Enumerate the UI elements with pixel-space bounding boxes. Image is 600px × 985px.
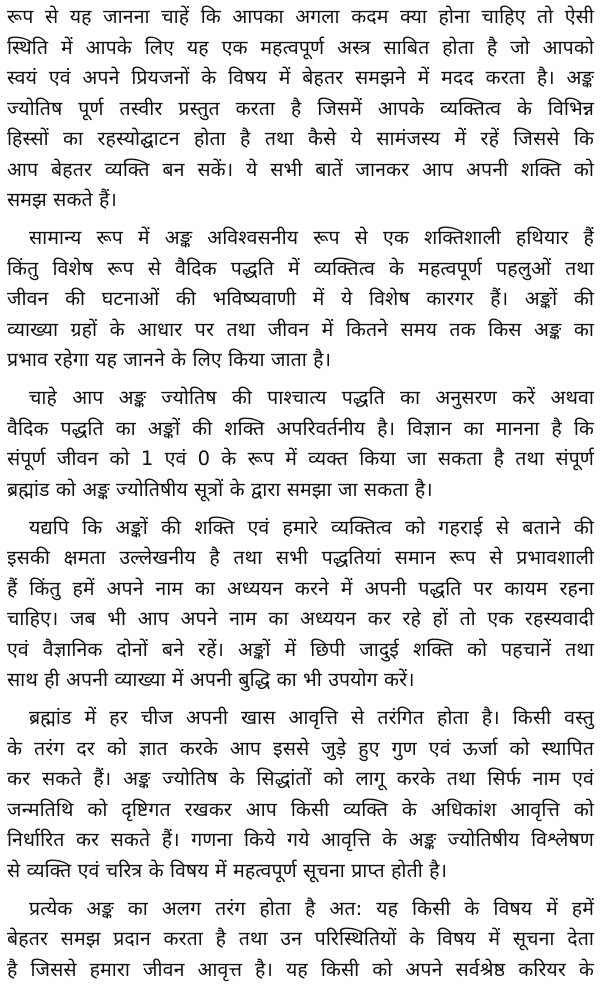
text-line: इसकी क्षमता उल्लेखनीय है तथा सभी पद्धतियां समान रूप से प्रभावशाली xyxy=(7,543,594,574)
text-line: साथ ही अपनी व्याख्या में अपनी बुद्धि का भी उपयोग करें। xyxy=(7,665,594,696)
paragraph-2 xyxy=(7,223,594,376)
paragraph-5 xyxy=(7,703,594,886)
text-line: स्वयं एवं अपने प्रियजनों के विषय में बेहतर समझने में मदद करता है। अङ्क xyxy=(7,63,594,94)
text-line: हिस्सों का रहस्योद्घाटन होता है तथा कैसे ये सामंजस्य में रहें जिससे कि xyxy=(7,124,594,155)
text-line: ब्रह्मांड में हर चीज अपनी खास आवृत्ति से तरंगित होता है। किसी वस्तु xyxy=(7,703,594,734)
text-line: ब्रह्मांड को अङ्क ज्योतिषीय सूत्रों के द्वारा समझा जा सकता है। xyxy=(7,475,594,506)
text-line: समझ सकते हैं। xyxy=(7,185,594,216)
text-line: निर्धारित कर सकते हैं। गणना किये गये आवृत्ति के अङ्क ज्योतिषीय विश्लेषण xyxy=(7,825,594,856)
text-line: यद्यपि कि अङ्कों की शक्ति एवं हमारे व्यक्तित्व को गहराई से बताने की xyxy=(7,513,594,544)
text-line: जन्मतिथि को दृष्टिगत रखकर आप किसी व्यक्ति के अधिकांश आवृत्ति को xyxy=(7,795,594,826)
text-line: रूप से यह जानना चाहें कि आपका अगला कदम क्या होना चाहिए तो ऐसी xyxy=(7,2,594,33)
text-line: है जिससे हमारा जीवन आवृत्त है। यह किसी को अपने सर्वश्रेष्ठ करियर के xyxy=(7,955,594,985)
text-line: प्रत्येक अङ्क का अलग तरंग होता है अत: यह किसी के विषय में हमें xyxy=(7,894,594,925)
text-line: प्रभाव रहेगा यह जानने के लिए किया जाता है। xyxy=(7,345,594,376)
text-line: व्याख्या ग्रहों के आधार पर तथा जीवन में कितने समय तक किस अङ्क का xyxy=(7,315,594,346)
paragraph-1 xyxy=(7,2,594,216)
paragraph-4 xyxy=(7,513,594,696)
text-line: कर सकते हैं। अङ्क ज्योतिष के सिद्धांतों को लागू करके तथा सिर्फ नाम एवं xyxy=(7,764,594,795)
text-line: सामान्य रूप में अङ्क अविश्वसनीय रूप से एक शक्तिशाली हथियार हैं xyxy=(7,223,594,254)
text-line: चाहे आप अङ्क ज्योतिष की पाश्चात्य पद्धति का अनुसरण करें अथवा xyxy=(7,383,594,414)
text-line: स्थिति में आपके लिए यह एक महत्वपूर्ण अस्त्र साबित होता है जो आपको xyxy=(7,33,594,64)
text-line: से व्यक्ति एवं चरित्र के विषय में महत्वपूर्ण सूचना प्राप्त होती है। xyxy=(7,856,594,887)
text-line: के तरंग दर को ज्ञात करके आप इससे जुड़े हुए गुण एवं ऊर्जा को स्थापित xyxy=(7,734,594,765)
text-line: संपूर्ण जीवन को 1 एवं 0 के रूप में व्यक्त किया जा सकता है तथा संपूर्ण xyxy=(7,444,594,475)
text-line: जीवन की घटनाओं की भविष्यवाणी में ये विशेष कारगर हैं। अङ्कों की xyxy=(7,284,594,315)
text-line: ज्योतिष पूर्ण तस्वीर प्रस्तुत करता है जिसमें आपके व्यक्तित्व के विभिन्न xyxy=(7,94,594,125)
text-line: किंतु विशेष रूप से वैदिक पद्धति में व्यक्तित्व के महत्वपूर्ण पहलुओं तथा xyxy=(7,254,594,285)
text-line: आप बेहतर व्यक्ति बन सकें। ये सभी बातें जानकर आप अपनी शक्ति को xyxy=(7,155,594,186)
text-line: बेहतर समझ प्रदान करता है तथा उन परिस्थितियों के विषय में सूचना देता xyxy=(7,924,594,955)
text-line: हैं किंतु हमें अपने नाम का अध्ययन करने में अपनी पद्धति पर कायम रहना xyxy=(7,574,594,605)
text-line: वैदिक पद्धति का अङ्कों की शक्ति अपरिवर्तनीय है। विज्ञान का मानना है कि xyxy=(7,414,594,445)
paragraph-6 xyxy=(7,894,594,985)
text-line: एवं वैज्ञानिक दोनों बने रहें। अङ्कों में छिपी जादुई शक्ति को पहचानें तथा xyxy=(7,635,594,666)
paragraph-3 xyxy=(7,383,594,505)
text-line: चाहिए। जब भी आप अपने नाम का अध्ययन कर रहे हों तो एक रहस्यवादी xyxy=(7,604,594,635)
